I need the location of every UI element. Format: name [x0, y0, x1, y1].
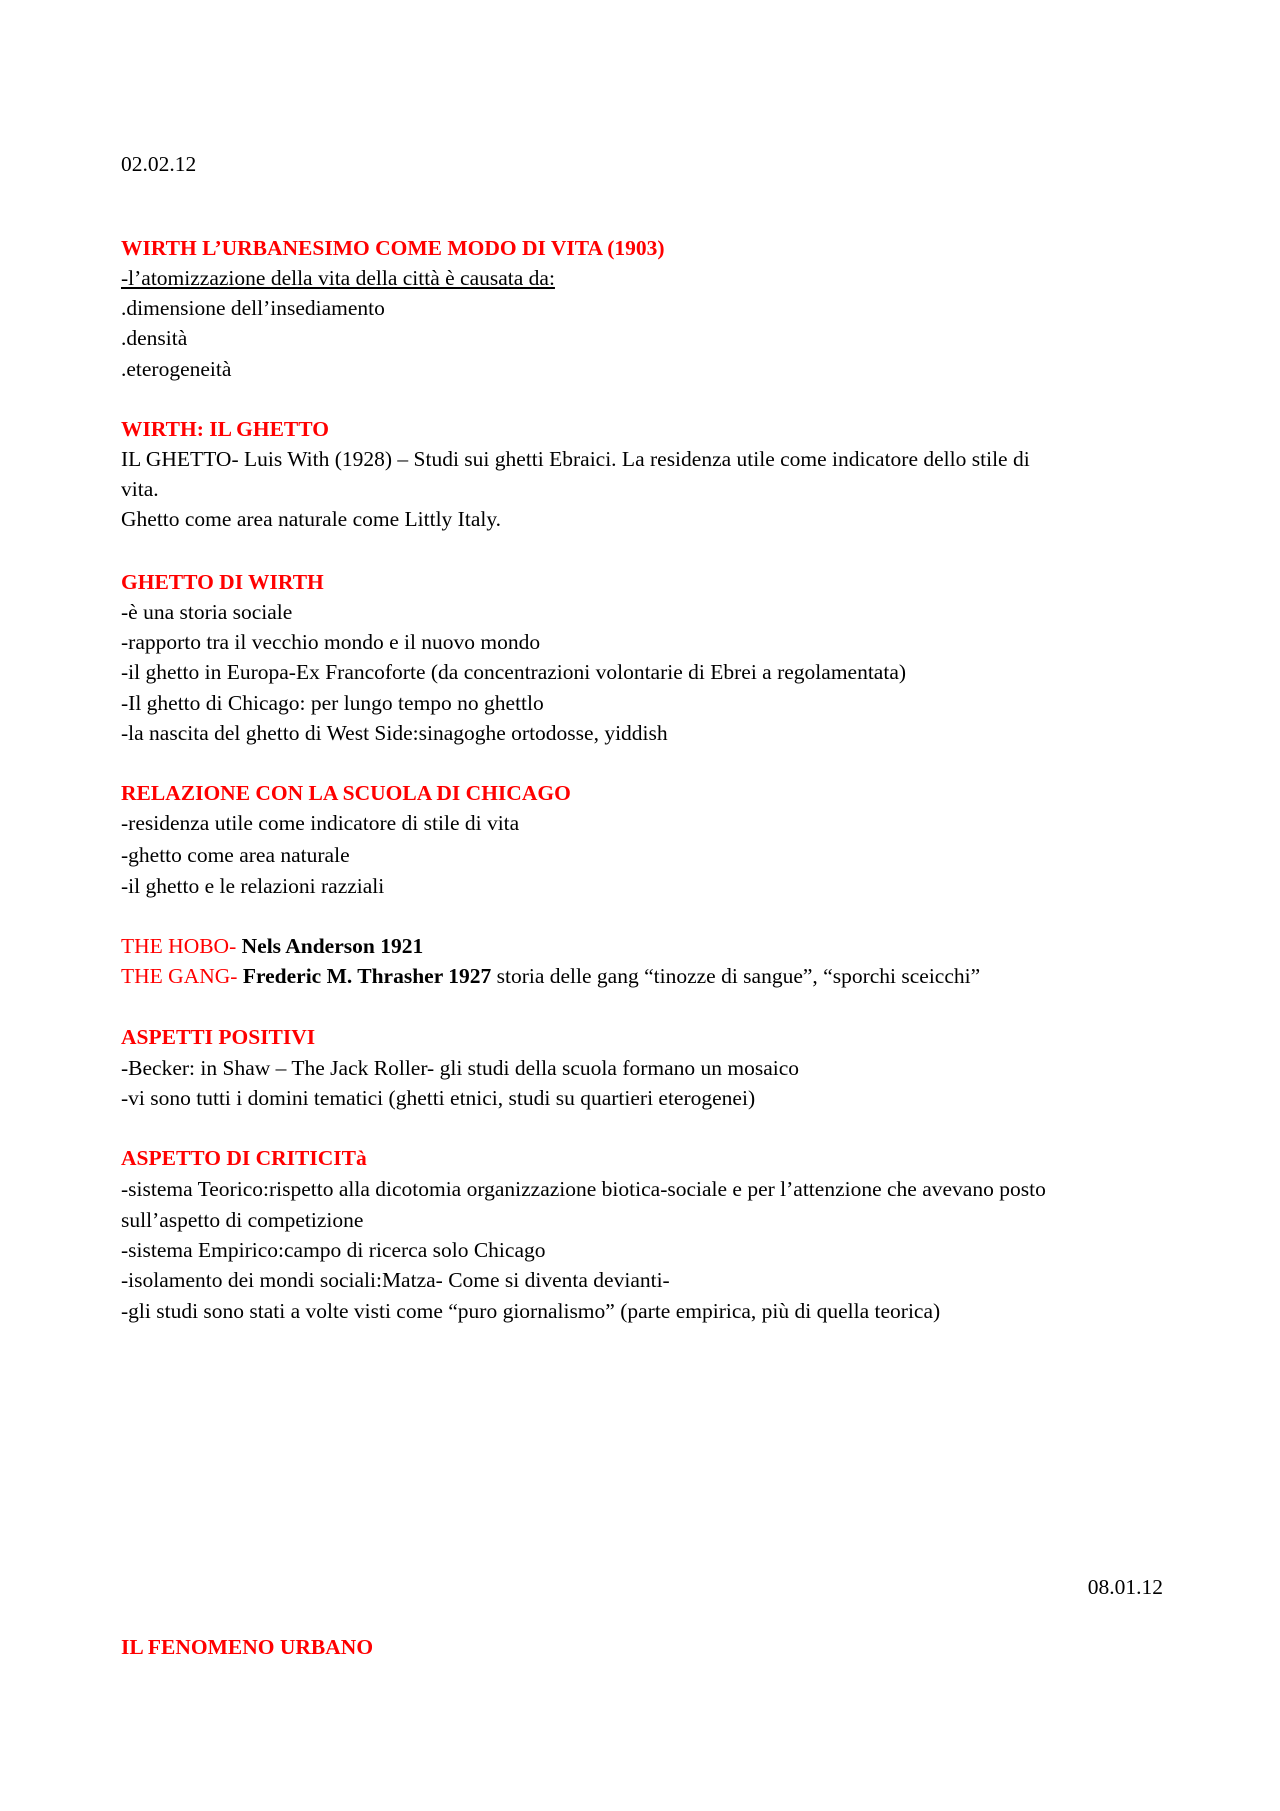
gang-author: Frederic M. Thrasher 1927	[242, 964, 492, 988]
list-item: -il ghetto in Europa-Ex Francoforte (da concentrazioni volontarie di Ebrei a regolamentata)	[121, 660, 907, 684]
list-item: -sistema Empirico:campo di ricerca solo Chicago	[121, 1238, 546, 1262]
list-item: -Becker: in Shaw – The Jack Roller- gli studi della scuola formano un mosaico	[121, 1056, 800, 1080]
gang-sep: -	[230, 964, 243, 988]
section-heading-aspetti-positivi: ASPETTI POSITIVI	[121, 1025, 316, 1049]
hobo-line	[121, 936, 423, 958]
list-item: .densità	[121, 326, 188, 350]
date-bottom: 08.01.12	[1087, 1575, 1163, 1599]
section-heading-criticita: ASPETTO DI CRITICITà	[121, 1146, 367, 1170]
section-heading-urbanesimo: WIRTH L’URBANESIMO COME MODO DI VITA (1903)	[121, 236, 665, 260]
list-item: -vi sono tutti i domini tematici (ghetti etnici, studi su quartieri eterogenei)	[121, 1086, 756, 1110]
list-item: -il ghetto e le relazioni razziali	[121, 874, 385, 898]
paragraph-line: IL GHETTO- Luis With (1928) – Studi sui ghetti Ebraici. La residenza utile come indicatore dello stile di	[121, 447, 1030, 471]
hobo-author: Nels Anderson 1921	[241, 934, 424, 958]
list-item: -residenza utile come indicatore di stile di vita	[121, 811, 520, 835]
list-item: -Il ghetto di Chicago: per lungo tempo no ghettlo	[121, 691, 544, 715]
date-top: 02.02.12	[121, 152, 197, 176]
list-item: -ghetto come area naturale	[121, 843, 350, 867]
list-item: -è una storia sociale	[121, 600, 293, 624]
hobo-label: THE HOBO	[121, 934, 230, 958]
list-item: .dimensione dell’insediamento	[121, 296, 385, 320]
list-item: sull’aspetto di competizione	[121, 1208, 364, 1232]
paragraph-line: vita.	[121, 477, 159, 501]
paragraph-line: Ghetto come area naturale come Littly Italy.	[121, 507, 502, 531]
section-heading-il-ghetto: WIRTH: IL GHETTO	[121, 417, 329, 441]
gang-description: storia delle gang “tinozze di sangue”, “sporchi sceicchi”	[491, 964, 981, 988]
list-item: -la nascita del ghetto di West Side:sinagoghe ortodosse, yiddish	[121, 721, 668, 745]
hobo-sep: -	[229, 934, 242, 958]
list-item: -rapporto tra il vecchio mondo e il nuovo mondo	[121, 630, 541, 654]
section-heading-scuola-chicago: RELAZIONE CON LA SCUOLA DI CHICAGO	[121, 781, 571, 805]
list-item: .eterogeneità	[121, 357, 232, 381]
section-intro: -l’atomizzazione della vita della città è causata da:	[121, 266, 555, 290]
list-item: -isolamento dei mondi sociali:Matza- Come si diventa devianti-	[121, 1268, 670, 1292]
list-item: -sistema Teorico:rispetto alla dicotomia organizzazione biotica-sociale e per l’attenzione che avevano posto	[121, 1177, 1046, 1201]
gang-label: THE GANG	[121, 964, 231, 988]
list-item: -gli studi sono stati a volte visti come “puro giornalismo” (parte empirica, più di quella teorica)	[121, 1299, 941, 1323]
section-heading-fenomeno-urbano: IL FENOMENO URBANO	[121, 1635, 374, 1659]
section-heading-ghetto-di-wirth: GHETTO DI WIRTH	[121, 570, 324, 594]
gang-line	[121, 966, 980, 988]
